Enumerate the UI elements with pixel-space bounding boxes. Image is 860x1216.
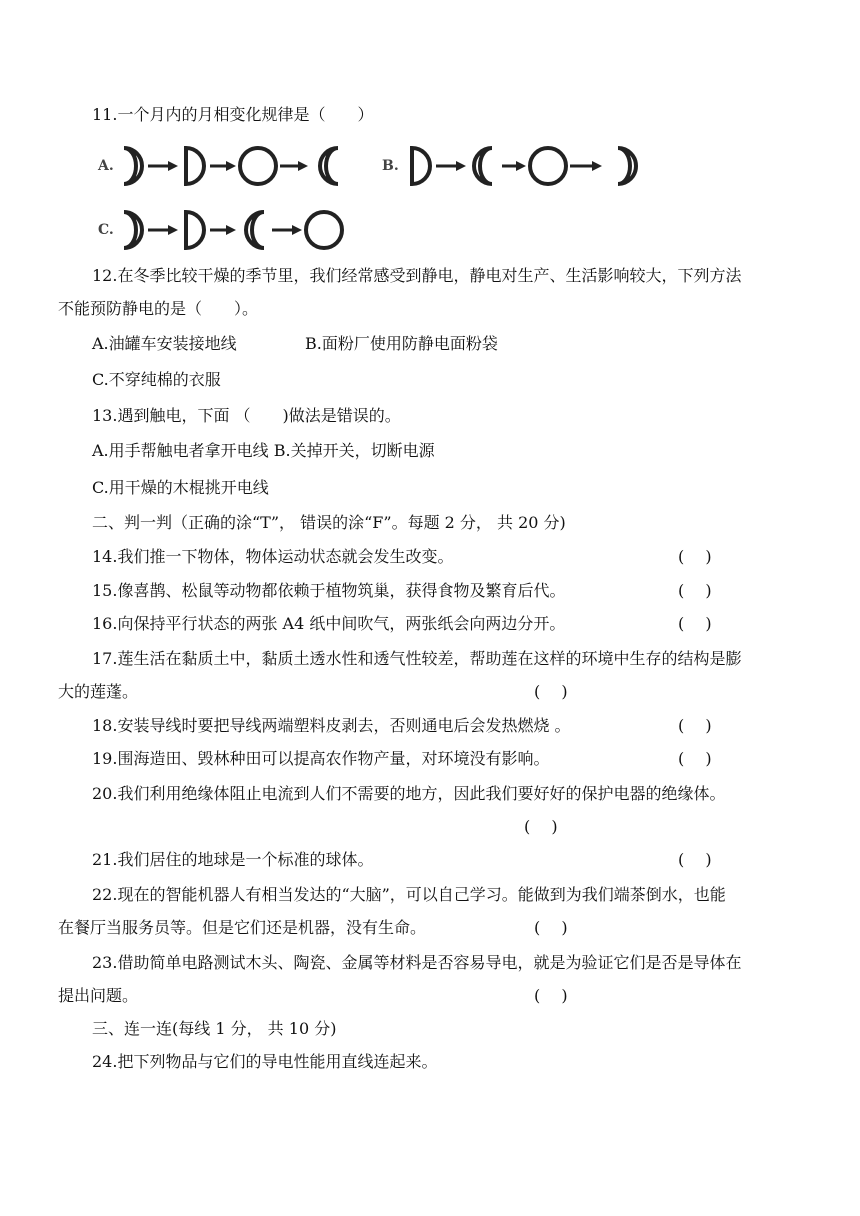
- judge-item-15: 15.像喜鹊、松鼠等动物都依赖于植物筑巢，获得食物及繁育后代。: [92, 581, 566, 600]
- full-moon-icon: [306, 212, 342, 248]
- judge-item-17: 17.莲生活在黏质土中，黏质土透水性和透气性较差，帮助莲在这样的环境中生存的结构是膨: [92, 649, 742, 668]
- question-24: 24.把下列物品与它们的导电性能用直线连起来。: [92, 1052, 438, 1071]
- judge-item-19: 19.围海造田、毁林种田可以提高农作物产量，对环境没有影响。: [92, 749, 550, 768]
- option-a-label: A.: [98, 158, 114, 174]
- answer-blank[interactable]: ( ): [678, 749, 712, 768]
- question-13-options-ab: A.用手帮触电者拿开电线 B.关掉开关，切断电源: [92, 441, 435, 460]
- waning-crescent-icon: [246, 212, 264, 248]
- first-quarter-icon: [186, 148, 204, 184]
- question-12-option-c: C.不穿纯棉的衣服: [92, 370, 221, 389]
- answer-blank[interactable]: ( ): [534, 682, 568, 701]
- judge-item-23-cont: 提出问题。: [58, 986, 139, 1005]
- question-12-line1: 12.在冬季比较干燥的季节里，我们经常感受到静电，静电对生产、生活影响较大，下列方法: [92, 266, 742, 285]
- answer-blank[interactable]: ( ): [534, 918, 568, 937]
- question-12-line2: 不能预防静电的是（ ）。: [58, 299, 259, 318]
- question-12-option-b: B.面粉厂使用防静电面粉袋: [305, 334, 498, 353]
- judge-item-23: 23.借助简单电路测试木头、陶瓷、金属等材料是否容易导电，就是为验证它们是否是导体在: [92, 953, 742, 972]
- answer-blank[interactable]: ( ): [678, 581, 712, 600]
- judge-item-14: 14.我们推一下物体，物体运动状态就会发生改变。: [92, 547, 454, 566]
- question-12-option-a: A.油罐车安装接地线: [92, 334, 237, 353]
- judge-item-21: 21.我们居住的地球是一个标准的球体。: [92, 850, 374, 869]
- question-11: 11.一个月内的月相变化规律是（ ）: [92, 105, 374, 124]
- waxing-crescent-icon: [124, 148, 142, 184]
- judge-item-22-cont: 在餐厅当服务员等。但是它们还是机器，没有生命。: [58, 918, 427, 937]
- judge-item-17-cont: 大的莲蓬。: [58, 682, 139, 701]
- waxing-crescent-icon: [618, 148, 636, 184]
- waning-crescent-icon: [320, 148, 338, 184]
- question-13-option-c: C.用干燥的木棍挑开电线: [92, 478, 269, 497]
- judge-item-22: 22.现在的智能机器人有相当发达的“大脑”，可以自己学习。能做到为我们端茶倒水，也能: [92, 885, 726, 904]
- answer-blank[interactable]: ( ): [678, 716, 712, 735]
- option-b-label: B.: [382, 158, 399, 174]
- full-moon-icon: [530, 148, 566, 184]
- answer-blank[interactable]: ( ): [534, 986, 568, 1005]
- answer-blank[interactable]: ( ): [678, 614, 712, 633]
- judge-item-18: 18.安装导线时要把导线两端塑料皮剥去，否则通电后会发热燃烧 。: [92, 716, 571, 735]
- answer-blank[interactable]: ( ): [524, 817, 558, 836]
- first-quarter-icon: [186, 212, 204, 248]
- question-13: 13.遇到触电，下面 （ )做法是错误的。: [92, 406, 401, 425]
- waxing-crescent-icon: [124, 212, 142, 248]
- waning-crescent-icon: [474, 148, 492, 184]
- judge-item-16: 16.向保持平行状态的两张 A4 纸中间吹气，两张纸会向两边分开。: [92, 614, 566, 633]
- section-2-title: 二、判一判（正确的涂“T”， 错误的涂“F”。每题 2 分， 共 20 分): [92, 513, 566, 532]
- section-3-title: 三、连一连(每线 1 分， 共 10 分): [92, 1019, 337, 1038]
- option-c-label: C.: [98, 222, 114, 238]
- moon-options-ab: [92, 140, 652, 190]
- answer-blank[interactable]: ( ): [678, 850, 712, 869]
- first-quarter-icon: [412, 148, 430, 184]
- judge-item-20: 20.我们利用绝缘体阻止电流到人们不需要的地方，因此我们要好好的保护电器的绝缘体。: [92, 784, 726, 803]
- full-moon-icon: [240, 148, 276, 184]
- answer-blank[interactable]: ( ): [678, 547, 712, 566]
- moon-options-c: [92, 204, 392, 254]
